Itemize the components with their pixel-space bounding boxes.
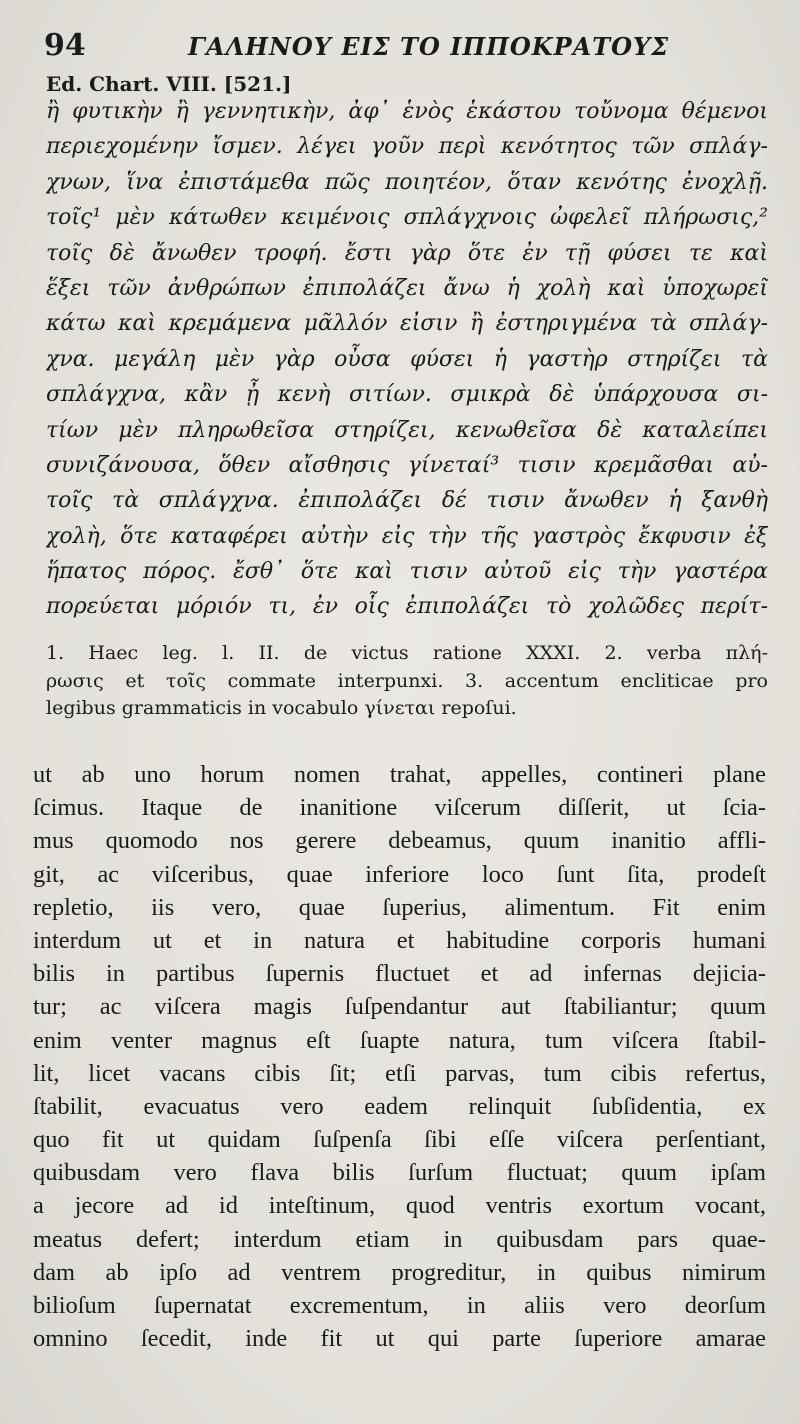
greek-line: πορεύεται μόριόν τι, ἐν οἷς ἐπιπολάζει τὸ χολῶδες περίτ- [46,594,768,620]
footnotes [46,640,768,723]
latin-line: git, ac viſceribus, quae inferiore loco ſunt ſita, prodeſt [33,860,766,888]
page-header [44,28,784,68]
latin-line: repletio, iis vero, quae ſuperius, alimentum. Fit enim [33,893,766,921]
latin-line: dam ab ipſo ad ventrem progreditur, in quibus nimirum [33,1258,766,1286]
latin-line: interdum ut et in natura et habitudine corporis humani [33,926,766,954]
footnote-line: legibus grammaticis in vocabulo γίνεται repoſui. [46,697,517,719]
latin-line: quo fit ut quidam ſuſpenſa ſibi eſſe viſcera perſentiant, [33,1126,766,1154]
latin-text-block [33,758,766,1355]
greek-line: χνα. μεγάλη μὲν γὰρ οὖσα φύσει ἡ γαστὴρ στηρίζει τὰ [46,346,768,372]
greek-line: τίων μὲν πληρωθεῖσα στηρίζει, κενωθεῖσα δὲ καταλείπει [46,417,768,443]
latin-line: lit, licet vacans cibis ſit; etſi parvas, tum cibis refertus, [33,1059,766,1087]
greek-line: τοῖς¹ μὲν κάτωθεν κειμένοις σπλάγχνοις ὠφελεῖ πλήρωσις,² [46,205,768,231]
footnote-line: ρωσις et τοῖς commate interpunxi. 3. accentum encliticae pro [46,669,768,692]
latin-line: tur; ac viſcera magis ſuſpendantur aut ſtabiliantur; quum [33,993,766,1021]
running-title: ΓΑΛΗΝΟΥ ΕΙΣ ΤΟ ΙΠΠΟΚΡΑΤΟΥΣ [188,32,670,61]
greek-line: ἢ φυτικὴν ἢ γεννητικὴν, ἀφ᾿ ἑνὸς ἑκάστου τοὔνομα θέμενοι [46,99,768,124]
latin-line: omnino ſecedit, inde fit ut qui parte ſuperiore amarae [33,1325,766,1353]
greek-line: περιεχομένην ἴσμεν. λέγει γοῦν περὶ κενότητος τῶν σπλάγ- [46,134,768,160]
latin-line: meatus defert; interdum etiam in quibusdam pars quae- [33,1225,766,1253]
greek-line: χνων, ἵνα ἐπιστάμεθα πῶς ποιητέον, ὅταν κενότης ἐνοχλῇ. [46,169,768,195]
latin-line: ſcimus. Itaque de inanitione viſcerum diſſerit, ut ſcia- [33,794,766,822]
latin-line: ut ab uno horum nomen trahat, appelles, contineri plane [33,761,766,788]
footnote-line: 1. Haec leg. l. II. de victus ratione XXXI. 2. verba πλή- [46,642,768,664]
greek-line: σπλάγχνα, κἂν ᾖ κενὴ σιτίων. σμικρὰ δὲ ὑπάρχουσα σι- [46,382,768,408]
greek-line: συνιζάνουσα, ὅθεν αἴσθησις γίνεταί³ τισιν κρεμᾶσθαι αὐ- [46,452,768,478]
greek-line: τοῖς δὲ ἄνωθεν τροφή. ἔστι γὰρ ὅτε ἐν τῇ φύσει τε καὶ [46,240,768,266]
greek-line: χολὴ, ὅτε καταφέρει αὐτὴν εἰς τὴν τῆς γαστρὸς ἔκφυσιν ἐξ [46,523,768,549]
latin-line: a jecore ad id inteſtinum, quod ventris exortum vocant, [33,1192,766,1220]
latin-line: bilis in partibus ſupernis fluctuet et ad infernas dejicia- [33,960,766,988]
greek-text-block [46,94,768,625]
greek-line: ἥπατος πόρος. ἔσθ᾿ ὅτε καὶ τισιν αὐτοῦ εἰς τὴν γαστέρα [46,559,768,585]
latin-line: ſtabilit, evacuatus vero eadem relinquit ſubſidentia, ex [33,1092,766,1120]
greek-line: κάτω καὶ κρεμάμενα μᾶλλόν εἰσιν ἢ ἐστηριγμένα τὰ σπλάγ- [46,311,768,337]
latin-line: quibusdam vero flava bilis ſurſum fluctuat; quum ipſam [33,1159,766,1187]
latin-line: mus quomodo nos gerere debeamus, quum inanitio affli- [33,827,766,855]
greek-line: ἕξει τῶν ἀνθρώπων ἐπιπολάζει ἄνω ἡ χολὴ καὶ ὑποχωρεῖ [46,275,768,301]
page-number: 94 [44,28,86,63]
latin-line: enim venter magnus eſt ſuapte natura, tum viſcera ſtabil- [33,1026,766,1054]
edition-reference: Ed. Chart. VIII. [521.] [46,72,292,96]
latin-line: bilioſum ſupernatat excrementum, in aliis vero deorſum [33,1292,766,1319]
greek-line: τοῖς τὰ σπλάγχνα. ἐπιπολάζει δέ τισιν ἄνωθεν ἡ ξανθὴ [46,488,768,514]
